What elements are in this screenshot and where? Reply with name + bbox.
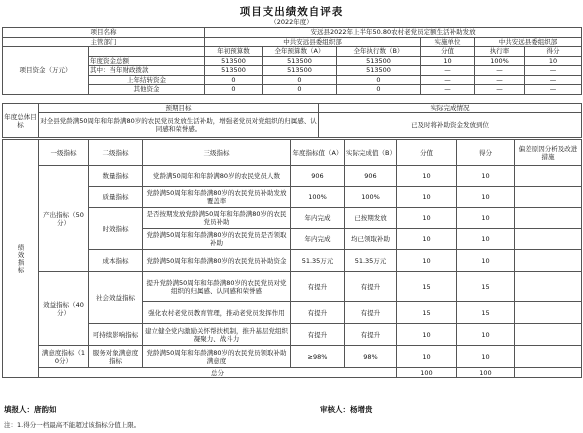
indicator-header: 得分 <box>457 140 515 166</box>
sub-time: 时效指标 <box>89 208 143 250</box>
fund-cell: — <box>525 85 582 95</box>
fund-cell: 0 <box>337 85 421 95</box>
footnote: 注：1.得分一档最高不能超过该指标分值上限。 <box>4 421 141 429</box>
category-output: 产出指标（50分） <box>39 166 89 272</box>
indicator-name: 提升党龄满50周年和年龄满80岁的农民党员对党组织的归属感、认同感和荣誉感 <box>143 272 291 302</box>
indicator-reason <box>515 208 582 229</box>
indicator-target: 年内完成 <box>291 208 345 229</box>
indicator-score: 15 <box>397 302 457 324</box>
indicator-reason <box>515 166 582 187</box>
indicator-reason <box>515 324 582 346</box>
indicator-actual: 有提升 <box>345 272 397 302</box>
fund-cell: 0 <box>263 85 337 95</box>
indicator-actual: 有提升 <box>345 302 397 324</box>
actual-goal-text: 已及时将补助资金发放到位 <box>319 113 582 138</box>
fund-cell: — <box>421 66 475 76</box>
total-label: 总分 <box>39 368 397 378</box>
page-title: 项目支出绩效自评表 <box>239 6 344 18</box>
indicator-header: 一级指标 <box>39 140 89 166</box>
indicator-actual: 100% <box>345 187 397 208</box>
total-got: 100 <box>457 368 515 378</box>
fund-cell: 513500 <box>263 66 337 76</box>
indicator-table <box>2 139 582 378</box>
indicator-actual: 有提升 <box>345 324 397 346</box>
indicator-score: 10 <box>397 346 457 368</box>
fund-row-label: 上年结转资金 <box>89 75 205 85</box>
indicator-reason <box>515 229 582 250</box>
indicator-got: 10 <box>457 187 515 208</box>
indicator-header: 年度指标值（A） <box>291 140 345 166</box>
indicator-reason <box>515 250 582 272</box>
fund-cell: 513500 <box>337 66 421 76</box>
impl-label: 实施单位 <box>421 37 475 47</box>
year-subtitle: （2022年度） <box>270 18 313 26</box>
indicator-name: 党龄满50周年和年龄满80岁的农民党员补助发放覆盖率 <box>143 187 291 208</box>
fund-cell: 513500 <box>263 56 337 66</box>
indicator-actual: 51.35万元 <box>345 250 397 272</box>
fund-table <box>2 27 582 95</box>
fund-cell: 513500 <box>205 56 263 66</box>
indicator-got: 10 <box>457 208 515 229</box>
indicator-score: 10 <box>397 166 457 187</box>
indicator-got: 10 <box>457 250 515 272</box>
sub-quantity: 数量指标 <box>89 166 143 187</box>
indicator-got: 15 <box>457 302 515 324</box>
reviewer-label: 审核人：杨增贵 <box>320 405 373 414</box>
goals-table <box>2 103 582 138</box>
fund-cell: 0 <box>205 75 263 85</box>
indicator-got: 10 <box>457 324 515 346</box>
fund-cell: — <box>475 75 525 85</box>
filler-label: 填报人：唐韵如 <box>4 405 57 414</box>
indicator-score: 10 <box>397 229 457 250</box>
indicator-header: 三级指标 <box>143 140 291 166</box>
indicator-header: 偏差原因分析及改进措施 <box>515 140 582 166</box>
indicator-name: 是否按期发放党龄满50周年和年龄满80岁的农民党员补助 <box>143 208 291 229</box>
fund-cell: 10 <box>421 56 475 66</box>
indicator-target: 51.35万元 <box>291 250 345 272</box>
fund-cell: — <box>421 75 475 85</box>
fund-cell: 10 <box>525 56 582 66</box>
fund-cell: — <box>525 66 582 76</box>
fund-cell: — <box>475 85 525 95</box>
indicator-target: 年内完成 <box>291 229 345 250</box>
indicator-reason <box>515 302 582 324</box>
indicator-target: 有提升 <box>291 272 345 302</box>
indicator-target: ≥98% <box>291 346 345 368</box>
indicator-target: 有提升 <box>291 302 345 324</box>
indicator-got: 15 <box>457 272 515 302</box>
indicator-header: 二级指标 <box>89 140 143 166</box>
indicator-name: 党龄满50周年和年龄满80岁的农民党员人数 <box>143 166 291 187</box>
sub-service: 服务对象满意度指标 <box>89 346 143 368</box>
project-name-value: 安远县2022年上半年50.80农村老党员定额生活补助发放 <box>205 28 582 38</box>
indicator-header: 分值 <box>397 140 457 166</box>
indicator-got: 10 <box>457 166 515 187</box>
sub-sustain: 可持续影响指标 <box>89 324 143 346</box>
indicator-target: 有提升 <box>291 324 345 346</box>
indicator-header: 实际完成值（B） <box>345 140 397 166</box>
indicator-name: 党龄满50周年和年龄满80岁的农民党员是否领取补助 <box>143 229 291 250</box>
indicator-actual: 已按期发放 <box>345 208 397 229</box>
fund-col-header: 得分 <box>525 47 582 57</box>
fund-cell: 0 <box>263 75 337 85</box>
fund-col-header: 全年预算数（A） <box>263 47 337 57</box>
expected-header: 预期目标 <box>39 104 319 113</box>
fund-cell: — <box>475 66 525 76</box>
indicator-score: 10 <box>397 250 457 272</box>
indicator-actual: 906 <box>345 166 397 187</box>
total-score: 100 <box>397 368 457 378</box>
indicator-target: 906 <box>291 166 345 187</box>
indicator-got: 10 <box>457 229 515 250</box>
dept-label: 主管部门 <box>3 37 205 47</box>
indicator-score: 10 <box>397 324 457 346</box>
indicator-name: 建立健全党内激励关怀帮扶机制，推升基层党组织凝聚力、战斗力 <box>143 324 291 346</box>
indicator-name: 党龄满50周年和年龄满80岁的农民党员补助资金 <box>143 250 291 272</box>
indicator-target: 100% <box>291 187 345 208</box>
fund-header-blank <box>89 47 205 57</box>
actual-header: 实际完成情况 <box>319 104 582 113</box>
fund-col-header: 全年执行数（B） <box>337 47 421 57</box>
fund-cell: 513500 <box>205 66 263 76</box>
fund-col-header: 年初预算数 <box>205 47 263 57</box>
fund-col-header: 执行率 <box>475 47 525 57</box>
indicator-reason <box>515 272 582 302</box>
fund-cell: 100% <box>475 56 525 66</box>
fund-col-header: 分值 <box>421 47 475 57</box>
sub-social: 社会效益指标 <box>89 272 143 324</box>
fund-cell: 513500 <box>337 56 421 66</box>
indicator-score: 10 <box>397 187 457 208</box>
performance-indicators-label: 绩效指标 <box>3 140 39 378</box>
fund-cell: — <box>525 75 582 85</box>
indicator-name: 强化农村老党员教育管理，推动老党员发挥作用 <box>143 302 291 324</box>
fund-cell: 0 <box>337 75 421 85</box>
indicator-reason <box>515 187 582 208</box>
indicator-got: 10 <box>457 346 515 368</box>
indicator-actual: 98% <box>345 346 397 368</box>
indicator-score: 10 <box>397 208 457 229</box>
expected-goal-text: 对全县党龄满50周年和年龄满80岁的农民党员发放生活补助，增强老党员对党组织的归属感、认同感和荣誉感。 <box>39 113 319 138</box>
impl-value: 中共安远县委组织部 <box>475 37 582 47</box>
indicator-reason <box>515 346 582 368</box>
sub-quality: 质量指标 <box>89 187 143 208</box>
fund-cell: 0 <box>205 85 263 95</box>
dept-value: 中共安远县委组织部 <box>205 37 421 47</box>
project-name-label: 项目名称 <box>3 28 205 38</box>
fund-cell: — <box>421 85 475 95</box>
indicator-actual: 均已领取补助 <box>345 229 397 250</box>
fund-row-label: 年度资金总额 <box>89 56 205 66</box>
category-satisfaction: 满意度指标（10分） <box>39 346 89 368</box>
indicator-score: 15 <box>397 272 457 302</box>
total-reason <box>515 368 582 378</box>
category-effect: 效益指标（40分） <box>39 272 89 346</box>
fund-row-label: 其中：当年财政拨款 <box>89 66 205 76</box>
goals-label: 年度总体目标 <box>3 104 39 138</box>
indicator-name: 党龄满50周年和年龄满80岁的农民党员领取补助满意度 <box>143 346 291 368</box>
fund-row-label: 其他资金 <box>89 85 205 95</box>
sub-cost: 成本指标 <box>89 250 143 272</box>
fund-label: 项目资金（万元） <box>3 47 89 95</box>
